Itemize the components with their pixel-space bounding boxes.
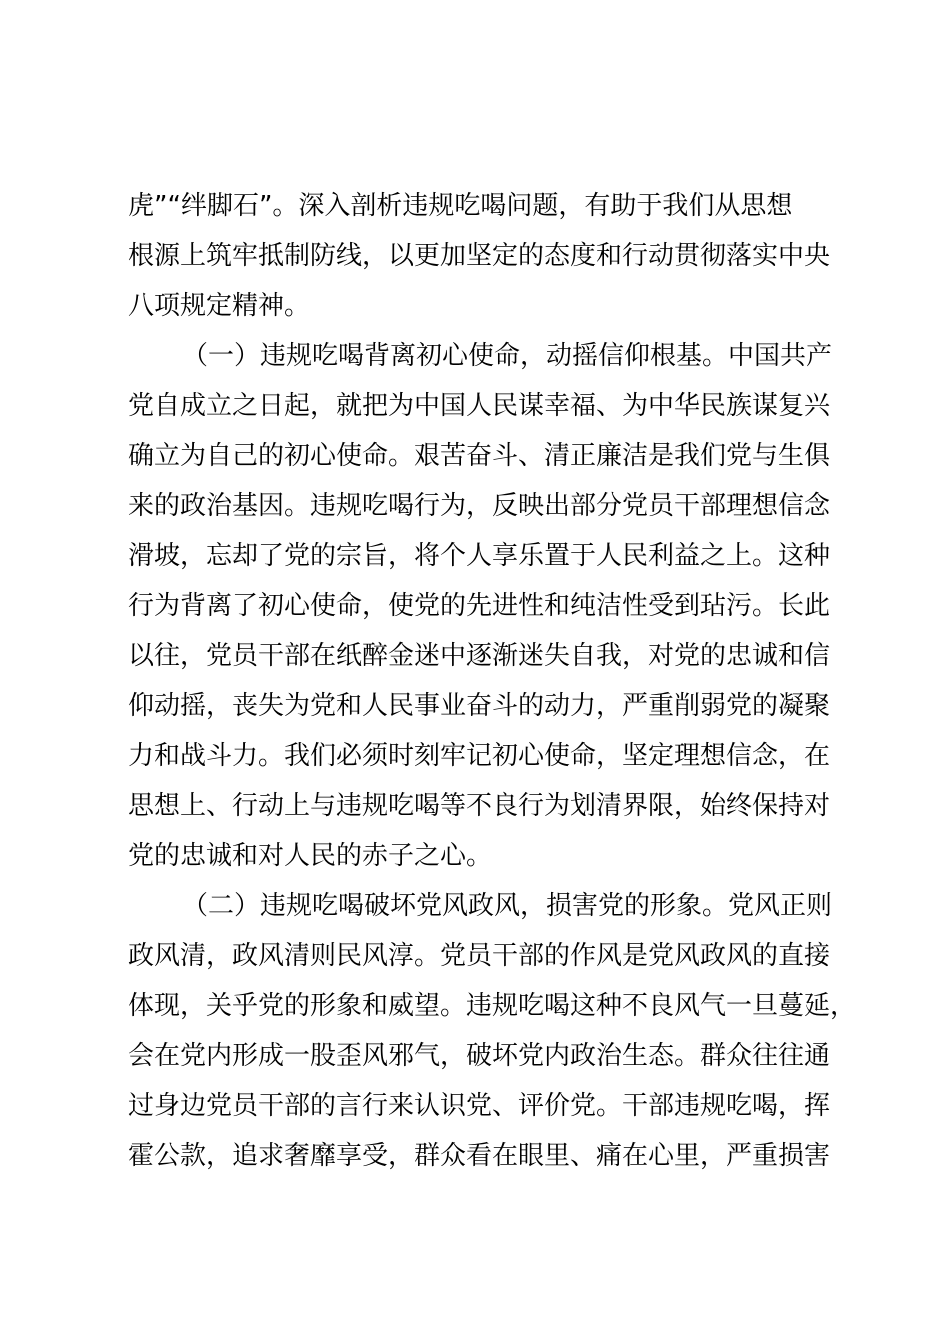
- text-line: 党的忠诚和对人民的赤子之心。: [128, 841, 493, 871]
- text-line: 滑坡，忘却了党的宗旨，将个人享乐置于人民利益之上。这种: [128, 541, 831, 571]
- text-line: 过身边党员干部的言行来认识党、评价党。干部违规吃喝，挥: [128, 1091, 831, 1121]
- text-line: 霍公款，追求奢靡享受，群众看在眼里、痛在心里，严重损害: [128, 1141, 831, 1171]
- text-line: 以往，党员干部在纸醉金迷中逐渐迷失自我，对党的忠诚和信: [128, 641, 831, 671]
- text-line: 八项规定精神。: [128, 291, 311, 321]
- text-line: 力和战斗力。我们必须时刻牢记初心使命，坚定理想信念，在: [128, 741, 831, 771]
- text-line: 根源上筑牢抵制防线，以更加坚定的态度和行动贯彻落实中央: [128, 241, 831, 271]
- text-line: 会在党内形成一股歪风邪气，破坏党内政治生态。群众往往通: [128, 1041, 831, 1071]
- text-line: 确立为自己的初心使命。艰苦奋斗、清正廉洁是我们党与生俱: [128, 441, 831, 471]
- text-line: 思想上、行动上与违规吃喝等不良行为划清界限，始终保持对: [128, 791, 831, 821]
- text-line: 体现，关乎党的形象和威望。违规吃喝这种不良风气一旦蔓延，: [128, 991, 857, 1021]
- section-heading-line: （一）违规吃喝背离初心使命，动摇信仰根基。中国共产: [182, 341, 833, 371]
- section-heading-line: （二）违规吃喝破坏党风政风，损害党的形象。党风正则: [182, 891, 833, 921]
- text-line: 虎”“绊脚石”。深入剖析违规吃喝问题，有助于我们从思想: [128, 191, 793, 221]
- text-line: 仰动摇，丧失为党和人民事业奋斗的动力，严重削弱党的凝聚: [128, 691, 831, 721]
- body-text: [128, 181, 857, 1181]
- text-line: 行为背离了初心使命，使党的先进性和纯洁性受到玷污。长此: [128, 591, 831, 621]
- text-line: 党自成立之日起，就把为中国人民谋幸福、为中华民族谋复兴: [128, 391, 831, 421]
- text-line: 政风清，政风清则民风淳。党员干部的作风是党风政风的直接: [128, 941, 831, 971]
- text-line: 来的政治基因。违规吃喝行为，反映出部分党员干部理想信念: [128, 491, 831, 521]
